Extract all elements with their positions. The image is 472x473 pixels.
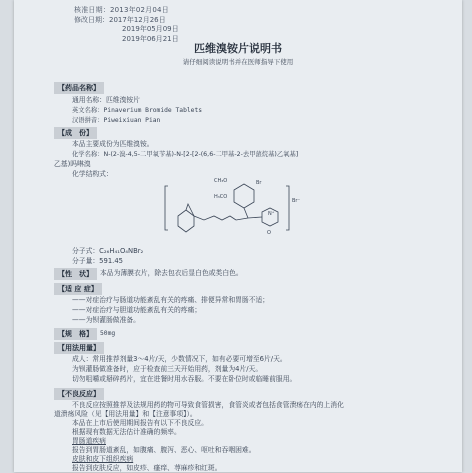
dosage-3: 切勿咀嚼或掰碎药片，宜在进餐时用水吞服。不要在卧位时或临睡前服用。 [72,375,297,383]
structure-svg [164,172,304,242]
structure-label: 化学结构式： [72,170,113,178]
molecular-formula: 分子式：C₂₆H₄₁O₄NBr₂ [72,247,144,255]
leaflet-page [14,0,462,472]
section-spec: 【规 格】 [54,328,97,340]
molecular-weight: 分子量：591.45 [72,257,123,265]
properties-text: 本品为薄膜衣片，除去包衣后显白色或类白色。 [100,269,243,277]
chemical-name-2: 乙基)吗啉溴 [54,160,91,168]
revision-date-2: 2019年05月09日 [122,25,179,33]
chemical-name-1: 化学名称：N-(2-溴-4,5-二甲氧苄基)-N-[2-[2-(6,6-二甲基-2-去甲蒎烷基)乙氧基] [72,151,299,158]
revision-date: 修改日期：2017年12月26日 [74,15,166,24]
adverse-gi-heading: 胃肠道疾病 [72,437,106,445]
indication-3: ——为钡灌肠做准备。 [72,316,140,324]
section-drug-name: 【药品名称】 [54,82,104,94]
section-dosage: 【用法用量】 [54,342,104,354]
svg-text:N⁺: N⁺ [268,211,275,217]
section-properties: 【性 状】 [54,268,97,280]
struct-ch3o-top: CH₃O [214,178,228,184]
pinyin-name: 汉语拼音：Piweixiuan Pian [72,117,161,124]
adverse-gi-text: 报告到胃肠道紊乱，如腹痛、腹泻、恶心、呕吐和吞咽困难。 [72,446,256,454]
adverse-4: 本品在上市后使用期间报告有以下不良反应。 [72,419,208,427]
struct-br-ion: Br⁻ [292,198,301,204]
section-composition: 【成 份】 [54,127,97,139]
section-adverse: 【不良反应】 [54,388,104,400]
dosage-2: 为钡灌肠做准备时，应于检查前三天开始用药，剂量为4片/天。 [72,365,263,373]
section-indications: 【适 应 症】 [54,283,102,295]
struct-br: Br [256,180,262,186]
struct-ch3o-bottom: H₃CO [214,194,228,200]
generic-name: 通用名称：匹维溴铵片 [72,96,140,104]
indication-1: ——对症治疗与肠道功能紊乱有关的疼痛、排便异常和胃肠不适； [72,296,270,304]
chemical-structure [164,172,304,242]
svg-text:O: O [267,230,271,236]
approval-dates [74,6,224,44]
document-title: 匹维溴铵片说明书 [194,42,282,55]
approval-date: 核准日期：2013年02月04日 [74,6,169,14]
adverse-2: 不良反应按照推荐及法规用药的物可导致食管损害，食管炎或者包括食管溃疡在内的上消化 [72,401,344,409]
main-ingredient: 本品主要成份为匹维溴铵。 [72,140,154,148]
adverse-5: 根据现有数据无法估计准确的频率。 [72,428,181,436]
adverse-3: 道溃疡风险（见【用法用量】和【注意事项】）。 [54,410,197,418]
revision-date-3: 2019年06月21日 [122,34,179,43]
indication-2: ——对症治疗与胆道功能紊乱有关的疼痛； [72,306,202,314]
document-subtitle: 请仔细阅读说明书并在医师指导下使用 [182,58,294,66]
adverse-skin-heading: 皮肤和皮下组织疾病 [72,455,134,463]
spec-text: 50mg [100,330,116,337]
adverse-skin-text: 报告到皮肤反应，如皮疹、瘙痒、荨麻疹和红斑。 [72,464,222,472]
english-name: 英文名称：Pinaverium Bromide Tablets [72,107,203,114]
dosage-1: 成人：常用推荐剂量3～4片/天，少数情况下，如有必要可增至6片/天。 [72,355,287,363]
